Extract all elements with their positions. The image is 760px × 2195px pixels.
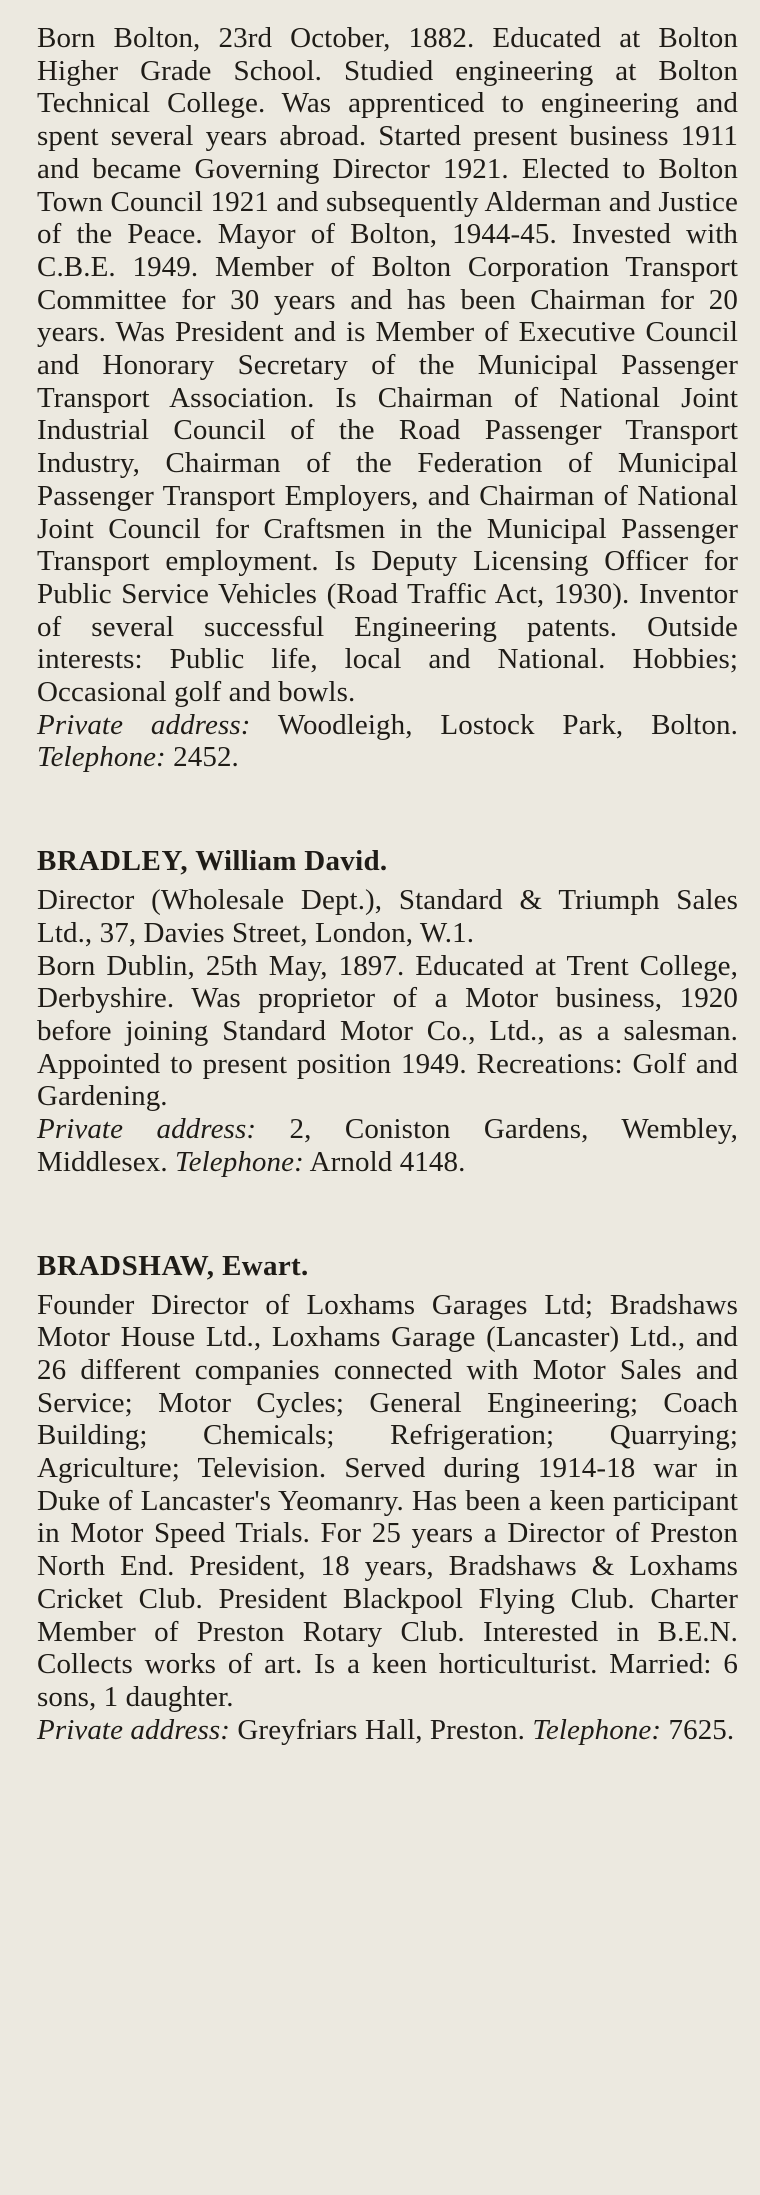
private-address-label: Private address: [37, 1113, 257, 1146]
entry-bolton [37, 22, 738, 774]
entry-surname: BRADLEY, [37, 845, 189, 878]
entry-given-names: Ewart. [222, 1249, 309, 1282]
private-address-label: Private address: [37, 708, 251, 741]
telephone: 7625. [668, 1713, 735, 1746]
private-address: Greyfriars Hall, Preston. [237, 1713, 525, 1746]
private-address: 2, Coniston Gardens, Wembley, Middlesex. [37, 1113, 738, 1178]
entry-contact [37, 1113, 738, 1178]
entry-contact [37, 709, 738, 774]
entry-given-names: William David. [195, 845, 388, 878]
telephone-label: Telephone: [37, 741, 166, 774]
entry-bradshaw [37, 1249, 738, 1747]
entry-heading [37, 1249, 738, 1283]
entry-biography: Born Dublin, 25th May, 1897. Educated at Trent College, Derbyshire. Was proprietor of a Motor business, 1920 before joining Standard Motor Co., Ltd., as a salesman. Appointed to present position 1949. Recreations: Golf and Gardening. [37, 949, 738, 1113]
entry-contact [37, 1714, 738, 1747]
telephone: 2452. [173, 741, 239, 774]
private-address: Woodleigh, Lostock Park, Bolton. [277, 708, 739, 741]
private-address-label: Private address: [37, 1713, 231, 1746]
entry-heading [37, 844, 738, 878]
telephone: Arnold 4148. [309, 1145, 466, 1178]
entry-position: Director (Wholesale Dept.), Standard & Triumph Sales Ltd., 37, Davies Street, London, W.1. [37, 884, 738, 949]
entry-biography: Born Bolton, 23rd October, 1882. Educated at Bolton Higher Grade School. Studied engineering at Bolton Technical College. Was apprenticed to engineering and spent several years abroad. Started present business 1911 and became Governing Director 1921. Elected to Bolton Town Council 1921 and subsequently Alderman and Justice of the Peace. Mayor of Bolton, 1944-45. Invested with C.B.E. 1949. Member of Bolton Corporation Transport Committee for 30 years and has been Chairman for 20 years. Was President and is Member of Executive Council and Honorary Secretary of the Municipal Passenger Transport Association. Is Chairman of National Joint Industrial Council of the Road Passenger Transport Industry, Chairman of the Federation of Municipal Passenger Transport Employers, and Chairman of National Joint Council for Craftsmen in the Municipal Passenger Transport employment. Is Deputy Licensing Officer for Public Service Vehicles (Road Traffic Act, 1930). Inventor of several successful Engineering patents. Outside interests: Public life, local and National. Hobbies; Occasional golf and bowls. [37, 22, 738, 709]
entry-surname: BRADSHAW, [37, 1249, 215, 1282]
entry-biography: Founder Director of Loxhams Garages Ltd; Bradshaws Motor House Ltd., Loxhams Garage (Lancaster) Ltd., and 26 different companies connected with Motor Sales and Service; Motor Cycles; General Engineering; Coach Building; Chemicals; Refrigeration; Quarrying; Agriculture; Television. Served during 1914-18 war in Duke of Lancaster's Yeomanry. Has been a keen participant in Motor Speed Trials. For 25 years a Director of Preston North End. President, 18 years, Bradshaws & Loxhams Cricket Club. President Blackpool Flying Club. Charter Member of Preston Rotary Club. Interested in B.E.N. Collects works of art. Is a keen horticulturist. Married: 6 sons, 1 daughter. [37, 1288, 738, 1713]
entry-bradley [37, 844, 738, 1178]
telephone-label: Telephone: [175, 1145, 304, 1178]
telephone-label: Telephone: [532, 1713, 662, 1746]
